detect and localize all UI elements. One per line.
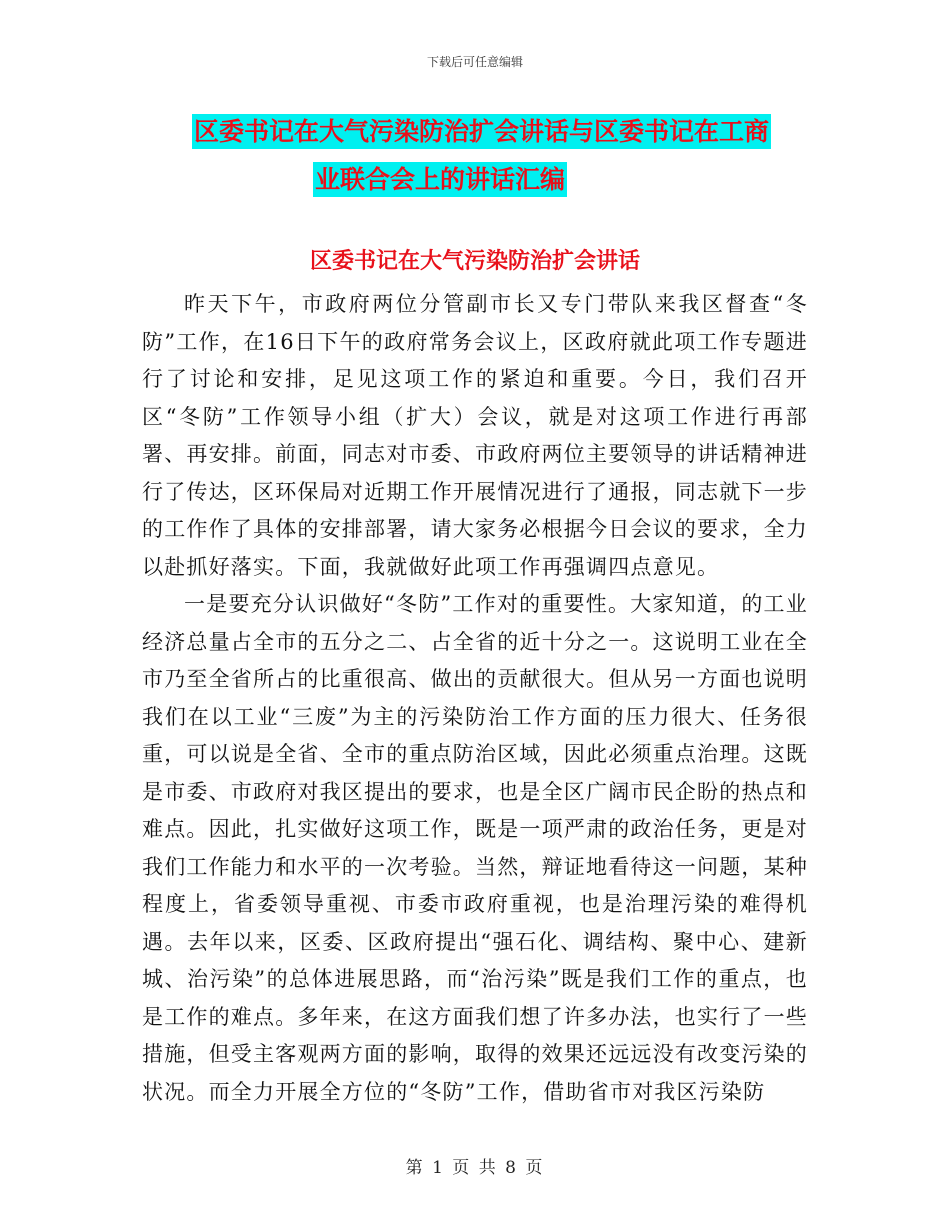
section-title: 区委书记在大气污染防治扩会讲话 <box>309 249 640 274</box>
page-header-note: 下载后可任意编辑 <box>426 55 523 69</box>
document-title-line-1 <box>150 108 810 156</box>
document-body <box>142 286 808 1111</box>
document-title <box>150 108 810 204</box>
title-highlight-2: 业联合会上的讲话汇编 <box>313 162 567 197</box>
body-paragraph: 一是要充分认识做好“冬防”工作对的重要性。大家知道，的工业经济总量占全市的五分之二、占全省的近十分之一。这说明工业在全市乃至全省所占的比重很高、做出的贡献很大。但从另一方面也说明我们在以工业“三废”为主的污染防治工作方面的压力很大、任务很重，可以说是全省、全市的重点防治区域，因此必须重点治理。这既是市委、市政府对我区提出的要求，也是全区广阔市民企盼的热点和难点。因此，扎实做好这项工作，既是一项严肃的政治任务，更是对我们工作能力和水平的一次考验。当然，辩证地看待这一问题，某种程度上，省委领导重视、市委市政府重视，也是治理污染的难得机遇。去年以来，区委、区政府提出“强石化、调结构、聚中心、建新城、治污染”的总体进展思路，而“治污染”既是我们工作的重点，也是工作的难点。多年来，在这方面我们想了许多办法，也实行了一些措施，但受主客观两方面的影响，取得的效果还远远没有改变污染的状况。而全力开展全方位的“冬防”工作，借助省市对我区污染防 <box>142 592 808 1104</box>
page-number-footer: 第 1 页 共 8 页 <box>405 1158 545 1178</box>
body-paragraph: 昨天下午，市政府两位分管副市长又专门带队来我区督查“冬防”工作，在16日下午的政府常务会议上，区政府就此项工作专题进行了讨论和安排，足见这项工作的紧迫和重要。今日，我们召开区“冬防”工作领导小组（扩大）会议，就是对这项工作进行再部署、再安排。前面，同志对市委、市政府两位主要领导的讲话精神进行了传达，区环保局对近期工作开展情况进行了通报，同志就下一步的工作作了具体的安排部署，请大家务必根据今日会议的要求，全力以赴抓好落实。下面，我就做好此项工作再强调四点意见。 <box>142 292 808 579</box>
document-title-line-2 <box>150 156 810 204</box>
title-highlight-1: 区委书记在大气污染防治扩会讲话与区委书记在工商 <box>192 114 771 149</box>
